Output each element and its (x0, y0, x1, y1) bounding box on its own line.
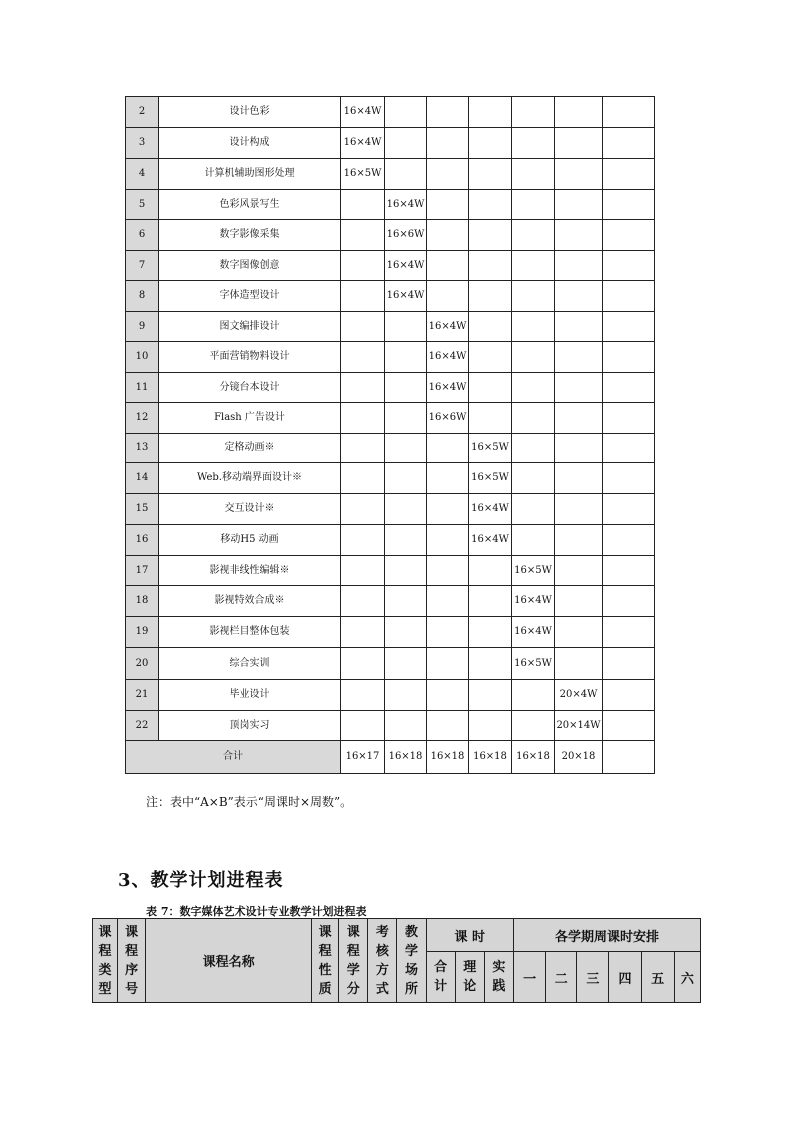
course-name: 计算机辅助图形处理 (159, 159, 341, 190)
notes-cell (603, 556, 655, 586)
semester-hours-cell (385, 373, 427, 403)
semester-hours-cell (427, 556, 469, 586)
notes-cell (603, 373, 655, 403)
semester-hours-cell (512, 159, 555, 190)
semester-hours-cell (512, 281, 555, 312)
semester-hours-cell (427, 97, 469, 128)
semester-hours-cell: 16×4W (512, 586, 555, 617)
semester-hours-cell (512, 128, 555, 159)
notes-cell (603, 463, 655, 494)
semester-hours-cell (341, 251, 385, 281)
semester-hours-cell: 16×4W (427, 342, 469, 373)
semester-hours-cell (555, 97, 603, 128)
row-number: 9 (126, 312, 159, 342)
table-row (126, 159, 655, 190)
semester-hours-cell (427, 434, 469, 463)
table-row (126, 403, 655, 434)
course-name: 影视特效合成※ (159, 586, 341, 617)
row-number: 7 (126, 251, 159, 281)
row-number: 17 (126, 556, 159, 586)
semester-hours-cell (555, 220, 603, 251)
semester-hours-cell (555, 251, 603, 281)
course-name: 分镜台本设计 (159, 373, 341, 403)
row-number: 18 (126, 586, 159, 617)
semester-hours-cell (555, 128, 603, 159)
semester-hours-cell (469, 403, 512, 434)
total-hours-cell: 16×17 (341, 741, 385, 774)
semester-hours-cell (555, 281, 603, 312)
header-semester-schedule: 各学期周课时安排 (514, 919, 701, 952)
semester-hours-cell (555, 159, 603, 190)
total-hours-cell: 16×18 (427, 741, 469, 774)
total-hours-cell: 16×18 (512, 741, 555, 774)
notes-cell (603, 128, 655, 159)
row-number: 21 (126, 680, 159, 711)
semester-hours-cell (512, 434, 555, 463)
header-course-seq: 课程序号 (118, 919, 146, 1003)
notes-cell (603, 159, 655, 190)
header-hours-practice: 实践 (484, 952, 513, 1003)
row-number: 14 (126, 463, 159, 494)
total-hours-cell: 20×18 (555, 741, 603, 774)
course-name: 数字影像采集 (159, 220, 341, 251)
course-name: 字体造型设计 (159, 281, 341, 312)
row-number: 19 (126, 617, 159, 648)
weekly-hours-table (125, 96, 655, 774)
semester-hours-cell (427, 220, 469, 251)
semester-hours-cell: 16×4W (427, 312, 469, 342)
semester-hours-cell (555, 617, 603, 648)
table-row (126, 434, 655, 463)
header-course-category: 课程类型 (93, 919, 118, 1003)
semester-hours-cell (341, 525, 385, 556)
semester-hours-cell (427, 680, 469, 711)
semester-hours-cell: 16×4W (512, 617, 555, 648)
course-name: 定格动画※ (159, 434, 341, 463)
teaching-plan-header-table (92, 918, 701, 1003)
total-row (126, 741, 655, 774)
semester-hours-cell (555, 525, 603, 556)
header-hours-total: 合计 (426, 952, 455, 1003)
course-name: 色彩风景写生 (159, 190, 341, 220)
header-teaching-place: 教学场所 (397, 919, 426, 1003)
semester-hours-cell (427, 586, 469, 617)
notes-cell (603, 403, 655, 434)
table-row (126, 648, 655, 680)
semester-hours-cell (341, 648, 385, 680)
header-course-name: 课程名称 (146, 919, 312, 1003)
semester-hours-cell (427, 648, 469, 680)
notes-cell (603, 494, 655, 525)
semester-hours-cell (555, 648, 603, 680)
semester-hours-cell (427, 159, 469, 190)
course-name: 图文编排设计 (159, 312, 341, 342)
semester-hours-cell (385, 342, 427, 373)
table-row (126, 97, 655, 128)
notes-cell (603, 190, 655, 220)
semester-hours-cell (469, 680, 512, 711)
row-number: 6 (126, 220, 159, 251)
table-row (126, 128, 655, 159)
course-name: 毕业设计 (159, 680, 341, 711)
semester-hours-cell (427, 711, 469, 741)
semester-hours-cell (469, 711, 512, 741)
semester-hours-cell (385, 556, 427, 586)
table-row (126, 281, 655, 312)
semester-hours-cell (385, 680, 427, 711)
semester-hours-cell: 16×5W (341, 159, 385, 190)
semester-hours-cell: 16×4W (469, 525, 512, 556)
semester-hours-cell (341, 190, 385, 220)
table-note: 注：表中“A×B”表示“周课时×周数”。 (146, 795, 353, 809)
semester-hours-cell (469, 586, 512, 617)
semester-hours-cell (555, 434, 603, 463)
semester-hours-cell: 16×5W (469, 463, 512, 494)
course-name: 数字图像创意 (159, 251, 341, 281)
section-title: 3、教学计划进程表 (118, 870, 284, 891)
notes-cell (603, 680, 655, 711)
semester-hours-cell (555, 342, 603, 373)
semester-hours-cell: 16×6W (427, 403, 469, 434)
semester-hours-cell (469, 128, 512, 159)
row-number: 12 (126, 403, 159, 434)
row-number: 11 (126, 373, 159, 403)
table-row (126, 617, 655, 648)
row-number: 15 (126, 494, 159, 525)
semester-hours-cell (512, 312, 555, 342)
semester-hours-cell (341, 312, 385, 342)
semester-hours-cell (555, 403, 603, 434)
semester-hours-cell (341, 463, 385, 494)
course-name: 影视栏目整体包装 (159, 617, 341, 648)
semester-hours-cell (555, 463, 603, 494)
course-name: 平面营销物料设计 (159, 342, 341, 373)
semester-hours-cell (555, 312, 603, 342)
notes-cell (603, 312, 655, 342)
semester-hours-cell (385, 525, 427, 556)
notes-cell (603, 586, 655, 617)
semester-hours-cell (427, 463, 469, 494)
semester-hours-cell (512, 680, 555, 711)
notes-cell (603, 617, 655, 648)
semester-hours-cell (385, 312, 427, 342)
semester-hours-cell (341, 494, 385, 525)
semester-hours-cell (385, 128, 427, 159)
semester-hours-cell (512, 494, 555, 525)
semester-hours-cell (512, 525, 555, 556)
semester-hours-cell (341, 556, 385, 586)
table-row (126, 373, 655, 403)
notes-cell (603, 251, 655, 281)
row-number: 5 (126, 190, 159, 220)
header-course-nature: 课程性质 (312, 919, 339, 1003)
course-name: 移动H5 动画 (159, 525, 341, 556)
course-name: 影视非线性编辑※ (159, 556, 341, 586)
semester-hours-cell (469, 556, 512, 586)
semester-hours-cell (512, 97, 555, 128)
semester-hours-cell (341, 373, 385, 403)
semester-hours-cell (512, 463, 555, 494)
semester-hours-cell: 16×6W (385, 220, 427, 251)
semester-hours-cell (427, 190, 469, 220)
semester-hours-cell: 16×4W (385, 251, 427, 281)
semester-hours-cell (385, 97, 427, 128)
course-name: 设计构成 (159, 128, 341, 159)
semester-hours-cell (469, 648, 512, 680)
row-number: 4 (126, 159, 159, 190)
semester-hours-cell (512, 342, 555, 373)
semester-hours-cell (469, 159, 512, 190)
semester-hours-cell: 16×5W (469, 434, 512, 463)
semester-hours-cell (427, 281, 469, 312)
semester-hours-cell (427, 617, 469, 648)
table-caption: 表 7：数字媒体艺术设计专业教学计划进程表 (146, 905, 367, 918)
notes-cell (603, 281, 655, 312)
semester-hours-cell (385, 494, 427, 525)
table-row (126, 312, 655, 342)
semester-hours-cell: 16×5W (512, 556, 555, 586)
semester-hours-cell (427, 494, 469, 525)
notes-cell (603, 525, 655, 556)
header-semester-5: 五 (641, 952, 674, 1003)
total-hours-cell: 16×18 (469, 741, 512, 774)
table-row (126, 586, 655, 617)
semester-hours-cell (512, 403, 555, 434)
course-name: Flash 广告设计 (159, 403, 341, 434)
semester-hours-cell (469, 97, 512, 128)
row-number: 8 (126, 281, 159, 312)
header-semester-6: 六 (674, 952, 700, 1003)
row-number: 2 (126, 97, 159, 128)
semester-hours-cell (469, 312, 512, 342)
notes-cell (603, 97, 655, 128)
semester-hours-cell: 16×4W (341, 128, 385, 159)
semester-hours-cell (512, 711, 555, 741)
semester-hours-cell (469, 251, 512, 281)
semester-hours-cell (469, 190, 512, 220)
row-number: 16 (126, 525, 159, 556)
semester-hours-cell (385, 711, 427, 741)
table-row (126, 463, 655, 494)
semester-hours-cell (555, 556, 603, 586)
semester-hours-cell (341, 711, 385, 741)
row-number: 3 (126, 128, 159, 159)
notes-cell (603, 434, 655, 463)
semester-hours-cell (469, 281, 512, 312)
notes-cell (603, 342, 655, 373)
semester-hours-cell (385, 648, 427, 680)
header-assessment: 考核方式 (368, 919, 397, 1003)
semester-hours-cell (427, 525, 469, 556)
total-label: 合计 (126, 741, 341, 774)
row-number: 10 (126, 342, 159, 373)
semester-hours-cell (512, 220, 555, 251)
semester-hours-cell (469, 617, 512, 648)
total-hours-cell: 16×18 (385, 741, 427, 774)
semester-hours-cell (341, 403, 385, 434)
semester-hours-cell (512, 373, 555, 403)
table-row (126, 680, 655, 711)
course-name: 设计色彩 (159, 97, 341, 128)
row-number: 13 (126, 434, 159, 463)
header-hours-theory: 理论 (455, 952, 484, 1003)
semester-hours-cell: 16×4W (385, 281, 427, 312)
semester-hours-cell: 16×5W (512, 648, 555, 680)
table-row (126, 525, 655, 556)
semester-hours-cell: 16×4W (341, 97, 385, 128)
header-course-credit: 课程学分 (339, 919, 368, 1003)
semester-hours-cell: 16×4W (427, 373, 469, 403)
semester-hours-cell (512, 251, 555, 281)
header-semester-2: 二 (546, 952, 577, 1003)
course-name: 交互设计※ (159, 494, 341, 525)
semester-hours-cell (555, 586, 603, 617)
semester-hours-cell (555, 494, 603, 525)
semester-hours-cell: 20×14W (555, 711, 603, 741)
row-number: 20 (126, 648, 159, 680)
semester-hours-cell (341, 434, 385, 463)
course-name: 综合实训 (159, 648, 341, 680)
semester-hours-cell (341, 680, 385, 711)
notes-cell (603, 220, 655, 251)
table-row (126, 190, 655, 220)
course-name: Web.移动端界面设计※ (159, 463, 341, 494)
semester-hours-cell (385, 586, 427, 617)
header-class-hours: 课 时 (426, 919, 513, 952)
semester-hours-cell (385, 434, 427, 463)
semester-hours-cell (341, 281, 385, 312)
semester-hours-cell (341, 586, 385, 617)
header-semester-4: 四 (609, 952, 641, 1003)
header-semester-1: 一 (514, 952, 546, 1003)
semester-hours-cell (385, 463, 427, 494)
notes-cell (603, 711, 655, 741)
semester-hours-cell (385, 403, 427, 434)
semester-hours-cell: 16×4W (469, 494, 512, 525)
table-row (126, 556, 655, 586)
course-name: 顶岗实习 (159, 711, 341, 741)
semester-hours-cell (341, 342, 385, 373)
semester-hours-cell (341, 220, 385, 251)
semester-hours-cell (385, 159, 427, 190)
semester-hours-cell (555, 373, 603, 403)
semester-hours-cell (555, 190, 603, 220)
row-number: 22 (126, 711, 159, 741)
semester-hours-cell (385, 617, 427, 648)
table-row (126, 494, 655, 525)
header-semester-3: 三 (577, 952, 609, 1003)
semester-hours-cell (512, 190, 555, 220)
semester-hours-cell (427, 128, 469, 159)
notes-cell (603, 648, 655, 680)
semester-hours-cell (469, 220, 512, 251)
table-row (126, 711, 655, 741)
semester-hours-cell (341, 617, 385, 648)
table-row (126, 220, 655, 251)
table-row (126, 251, 655, 281)
table-row (126, 342, 655, 373)
semester-hours-cell (469, 342, 512, 373)
semester-hours-cell: 20×4W (555, 680, 603, 711)
semester-hours-cell (427, 251, 469, 281)
notes-cell (603, 741, 655, 774)
semester-hours-cell (469, 373, 512, 403)
semester-hours-cell: 16×4W (385, 190, 427, 220)
